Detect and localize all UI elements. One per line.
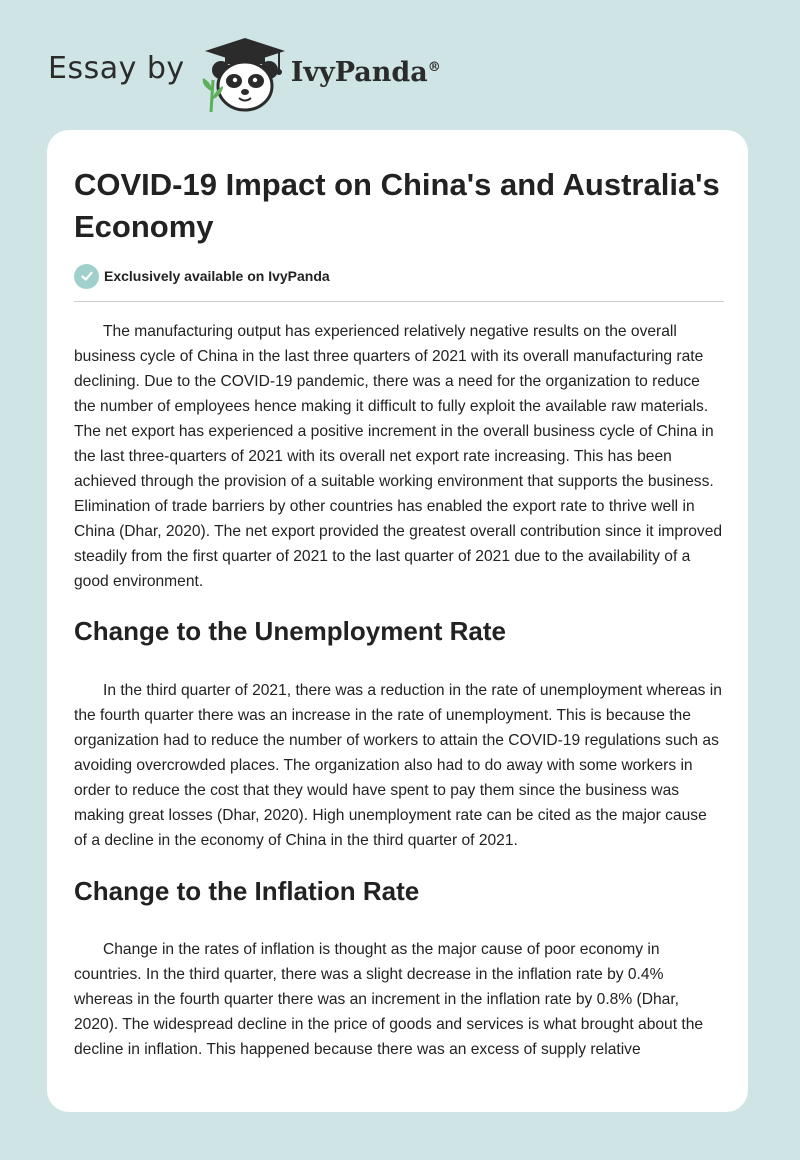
check-icon <box>74 264 99 289</box>
panda-logo-icon <box>199 34 291 114</box>
section-heading-inflation: Change to the Inflation Rate <box>74 876 420 906</box>
section-heading-unemployment: Change to the Unemployment Rate <box>74 616 506 646</box>
paragraph: Change in the rates of inflation is thought as the major cause of poor economy in countries. In the third quarter, there was a slight decrease in the inflation rate by 0.4% whereas in the fourth quarter there was an increment in the inflation rate by 0.8% (Dhar, 2020). The widespread decline in the price of goods and services is what brought about the decline in inflation. This happened because there was an excess of supply relative <box>74 941 704 1058</box>
page-title: COVID-19 Impact on China's and Australia's Economy <box>74 167 720 244</box>
paragraph: The manufacturing output has experienced relatively negative results on the overall business cycle of China in the last three quarters of 2021 with its overall manufacturing rate declining. Due to the COVID-19 pandemic, there was a need for the organization to reduce the number of employees hence making it difficult to fully exploit the available raw materials. The net export has experienced a positive increment in the overall business cycle of China in the last three-quarters of 2021 with its overall net export rate increasing. This has been achieved through the provision of a suitable working environment that supports the business. Elimination of trade barriers by other countries has enabled the export rate to thrive well in China (Dhar, 2020). The net export provided the greatest overall contribution since it improved steadily from the first quarter of 2021 to the last quarter of 2021 due to the availability of a good environment. <box>74 323 723 590</box>
essay-card <box>47 130 748 1112</box>
paragraph: In the third quarter of 2021, there was a reduction in the rate of unemployment whereas in the fourth quarter there was an increase in the rate of unemployment. This is because the organization had to reduce the number of workers to attain the COVID-19 regulations such as avoiding overcrowded places. The organization also had to do away with some workers in order to reduce the cost that they would have spent to pay them since the business was making great losses (Dhar, 2020). High unemployment rate can be cited as the major cause of a decline in the economy of China in the third quarter of 2021. <box>74 682 722 849</box>
exclusive-badge <box>74 261 724 291</box>
brand-header[interactable] <box>48 34 441 114</box>
brand-name: IvyPanda® <box>290 56 441 88</box>
brand-prefix: Essay by <box>48 50 185 86</box>
exclusive-text: Exclusively available on IvyPanda <box>104 268 330 284</box>
divider <box>74 301 724 302</box>
essay-content <box>74 164 724 1062</box>
